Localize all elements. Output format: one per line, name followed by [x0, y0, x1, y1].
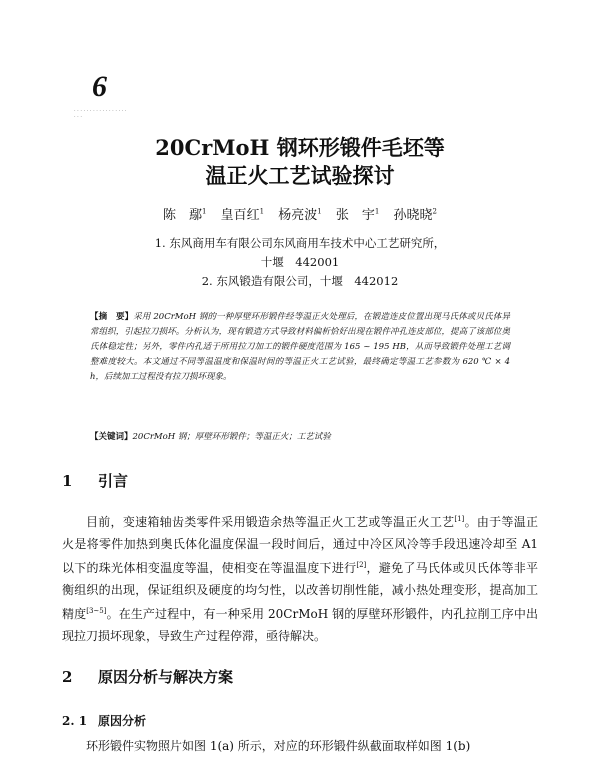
affiliations — [0, 234, 600, 291]
keywords-text: 20CrMoH 钢；厚壁环形锻件；等温正火；工艺试验 — [132, 432, 331, 442]
page-number: 6 — [92, 70, 107, 103]
author: 孙晓晓$^2$ — [393, 207, 437, 223]
section-2-1-paragraph: 环形锻件实物照片如图 1(a) 所示，对应的环形锻件纵截面取样如图 1(b) — [86, 739, 471, 753]
citation: [1] — [454, 515, 465, 523]
author: 杨亮波$^1$ — [278, 207, 322, 223]
keywords — [90, 430, 510, 442]
keywords-label: 【关键词】 — [90, 432, 133, 442]
section-2-1-heading: 2. 1 原因分析 — [62, 714, 147, 728]
author-list — [0, 204, 600, 223]
citation: [2] — [356, 561, 367, 569]
abstract-text: 采用 20CrMoH 钢的一种厚壁环形锻件经等温正火处理后，在锻造连皮位置出现马氏体或贝氏体异常组织，引起拉刀损坏。分析认为，现有锻造方式导致材料偏析恰好出现在锻件冲孔连皮部位，提高了该部位奥氏体稳定性；另外，零件内孔适于所用拉刀加工的锻件硬度范围为 165 ~ 195 HB，从而导致锻件处理工艺调整难度较大。本文通过不同等温温度和保温时间的等温正火工艺试验，最终确定等温工艺参数为 620 ℃ × 4 h，后续加工过程没有拉刀损坏现象。 — [90, 312, 510, 382]
section-1-heading: 1 引言 — [62, 472, 129, 490]
section-2-heading: 2 原因分析与解决方案 — [62, 668, 234, 686]
author: 皇百红$^1$ — [220, 207, 265, 223]
affiliation-1-line-1: 1. 东风商用车有限公司东风商用车技术中心工艺研究所， — [154, 236, 446, 250]
abstract — [90, 310, 510, 385]
title-line-1: 20CrMoH 钢环形锻件毛坯等 — [155, 135, 445, 160]
citation: [3~5] — [86, 607, 107, 615]
abstract-label: 【摘 要】 — [90, 312, 134, 322]
affiliation-1-line-2: 十堰 442001 — [260, 255, 340, 269]
intro-paragraph: 目前，变速箱轴齿类零件采用锻造余热等温正火工艺或等温正火工艺[1]。由于等温正火是将零件加热到奥氏体化温度保温一段时间后，通过中冷区风冷等手段迅速冷却至 A1 以下的珠光体相变温度等温，使相变在等温温度下进行[2]，避免了马氏体或贝氏体等非平衡组织的出现，保证组织及硬度的均匀性，以改善切削性能，减小热处理变形，提高加工精度[3~5]。在生产过程中，有一种采用 20CrMoH 钢的厚壁环形锻件，内孔拉削工序中出现拉刀损坏现象，导致生产过程停滞，亟待解决。 — [62, 515, 538, 643]
title-line-2: 温正火工艺试验探讨 — [205, 163, 395, 188]
author: 张 宇$^1$ — [335, 207, 380, 223]
paper-title — [0, 134, 600, 190]
author: 陈 鄢$^1$ — [163, 207, 207, 223]
journal-mark: · · · · · · · · · · · · · · · · · · · · — [74, 108, 127, 120]
affiliation-2: 2. 东风锻造有限公司，十堰 442012 — [201, 274, 399, 288]
